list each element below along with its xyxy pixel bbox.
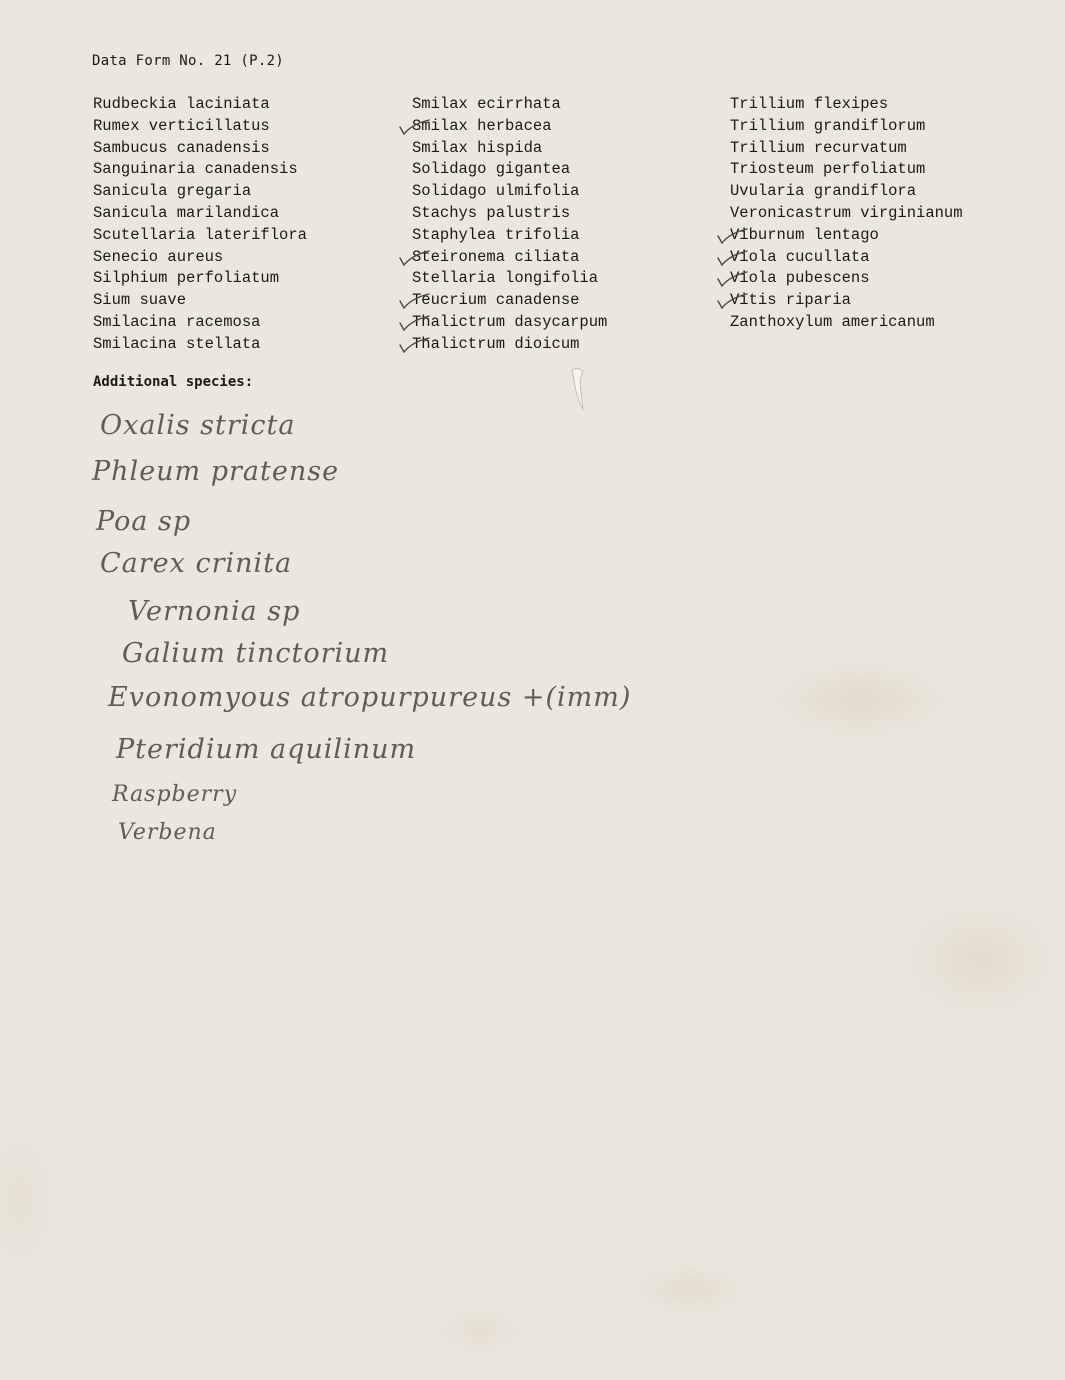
species-name: Solidago ulmifolia	[412, 182, 580, 201]
species-name: Stachys palustris	[412, 203, 571, 222]
species-name: Rudbeckia laciniata	[93, 95, 270, 113]
species-item	[412, 138, 607, 160]
additional-species-label: Additional species:	[93, 374, 254, 390]
handwritten-species: Verbena	[118, 820, 217, 845]
species-item	[412, 247, 607, 269]
species-item	[93, 290, 307, 312]
paper-crease-mark	[570, 366, 584, 412]
handwritten-species: Evonomyous atropurpureus +(imm)	[108, 682, 632, 713]
species-name: Trillium recurvatum	[730, 138, 907, 157]
species-name: Trillium flexipes	[730, 95, 889, 113]
species-name: Viola cucullata	[730, 247, 870, 266]
species-item	[93, 116, 307, 138]
form-title: Data Form No. 21 (P.2)	[92, 53, 285, 69]
species-item	[412, 225, 607, 247]
species-item	[412, 312, 607, 334]
species-name: Smilacina racemosa	[93, 312, 261, 331]
species-name: Zanthoxylum americanum	[730, 312, 935, 331]
species-name: Staphylea trifolia	[412, 225, 580, 244]
species-name: Triosteum perfoliatum	[730, 160, 926, 179]
species-name: Teucrium canadense	[412, 291, 580, 310]
species-item	[730, 181, 963, 203]
species-item	[730, 312, 963, 334]
species-name: Thalictrum dioicum	[412, 334, 580, 353]
species-item	[730, 290, 963, 312]
handwritten-species: Phleum pratense	[92, 456, 340, 487]
species-name: Senecio aureus	[93, 247, 224, 266]
species-item	[93, 181, 307, 203]
species-item	[412, 203, 607, 225]
species-item	[730, 116, 963, 138]
species-name: Smilacina stellata	[93, 334, 261, 353]
species-name: Trillium grandiflorum	[730, 116, 926, 135]
handwritten-species: Poa sp	[96, 506, 192, 537]
species-name: Viburnum lentago	[730, 225, 879, 244]
species-item	[93, 334, 307, 356]
handwritten-species: Raspberry	[112, 782, 238, 807]
species-item	[412, 159, 607, 181]
species-item	[93, 225, 307, 247]
species-column-2	[412, 94, 607, 356]
species-name: Vitis riparia	[730, 291, 851, 310]
species-name: Smilax herbacea	[412, 116, 552, 135]
species-name: Stellaria longifolia	[412, 269, 599, 288]
species-item	[93, 268, 307, 290]
handwritten-species: Oxalis stricta	[100, 410, 296, 441]
species-item	[730, 203, 963, 225]
species-item	[93, 312, 307, 334]
species-item	[93, 159, 307, 181]
species-name: Smilax ecirrhata	[412, 95, 561, 113]
species-item	[412, 290, 607, 312]
species-column-1	[93, 94, 307, 356]
species-name: Rumex verticillatus	[93, 116, 270, 135]
species-name: Scutellaria lateriflora	[93, 225, 307, 244]
species-item	[412, 268, 607, 290]
species-item	[730, 225, 963, 247]
handwritten-species: Pteridium aquilinum	[116, 734, 417, 765]
species-name: Smilax hispida	[412, 138, 543, 157]
species-item	[730, 268, 963, 290]
species-name: Sanguinaria canadensis	[93, 160, 298, 179]
species-item	[93, 138, 307, 160]
species-name: Silphium perfoliatum	[93, 269, 280, 288]
species-item	[730, 159, 963, 181]
species-name: Uvularia grandiflora	[730, 182, 917, 201]
species-name: Viola pubescens	[730, 269, 870, 288]
species-item	[93, 203, 307, 225]
species-item	[93, 247, 307, 269]
species-item	[412, 116, 607, 138]
species-name: Solidago gigantea	[412, 160, 571, 179]
species-item	[412, 181, 607, 203]
species-column-3	[730, 94, 963, 334]
species-name: Sambucus canadensis	[93, 138, 270, 157]
species-item	[93, 94, 307, 116]
species-name: Sanicula gregaria	[93, 182, 252, 201]
species-name: Steironema ciliata	[412, 247, 580, 266]
handwritten-species: Galium tinctorium	[122, 638, 390, 669]
species-name: Veronicastrum virginianum	[730, 203, 963, 222]
species-name: Sanicula marilandica	[93, 203, 280, 222]
species-item	[412, 334, 607, 356]
species-item	[730, 247, 963, 269]
species-item	[730, 94, 963, 116]
species-item	[412, 94, 607, 116]
handwritten-species: Vernonia sp	[128, 596, 301, 627]
handwritten-species: Carex crinita	[100, 548, 293, 579]
species-name: Sium suave	[93, 291, 187, 310]
species-item	[730, 138, 963, 160]
species-name: Thalictrum dasycarpum	[412, 312, 608, 331]
